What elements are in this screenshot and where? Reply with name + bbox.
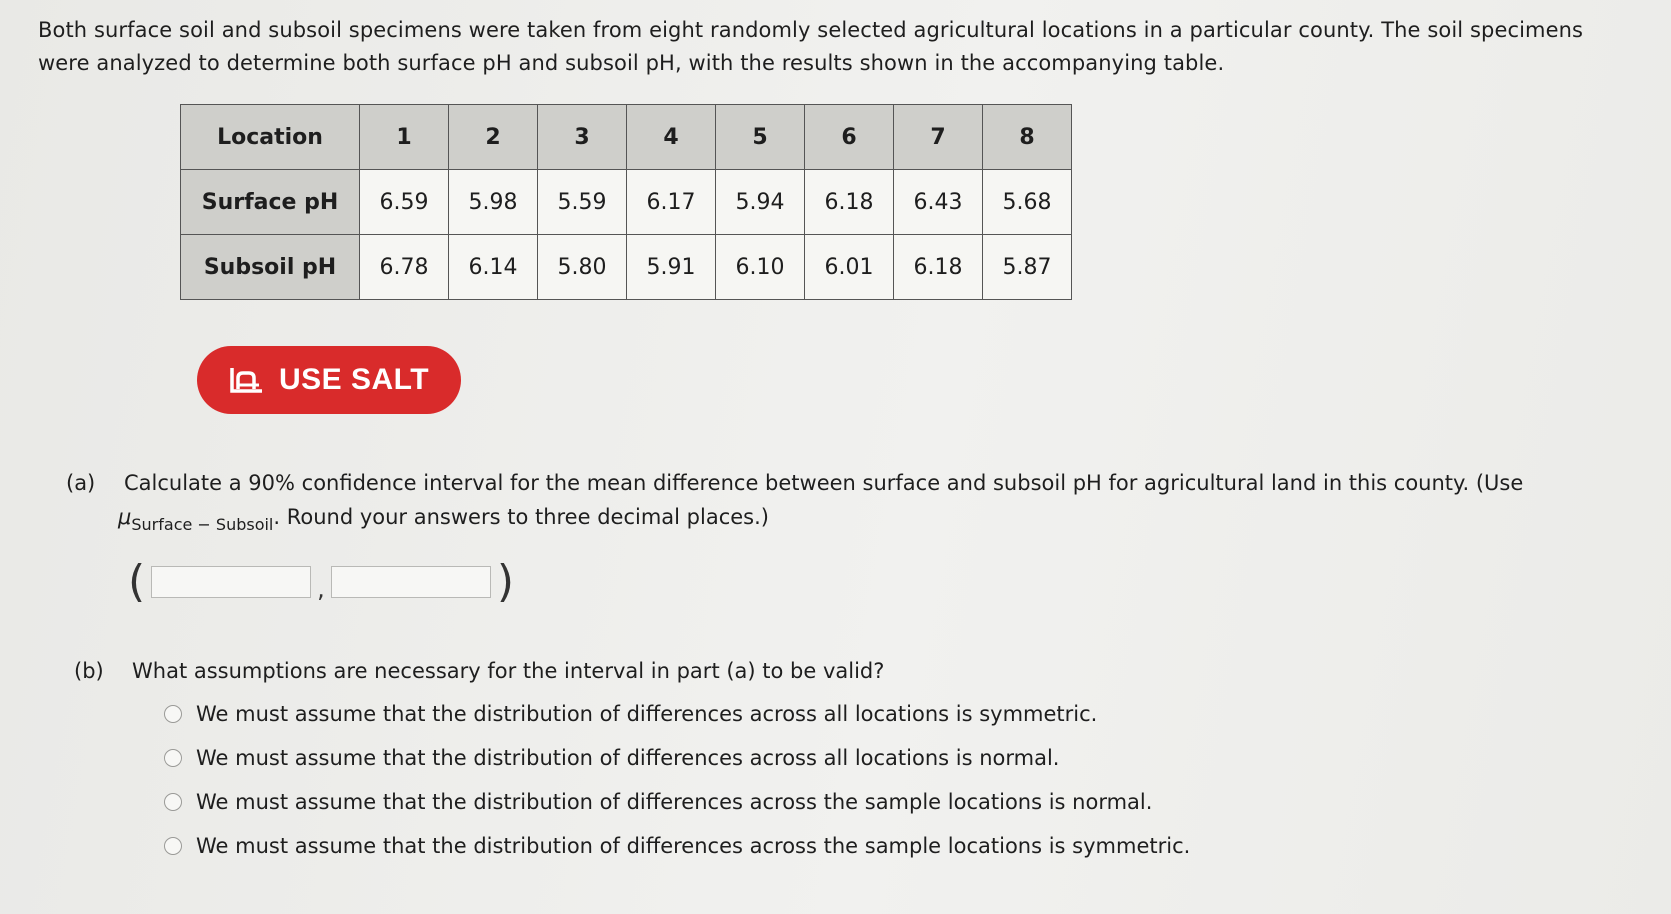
option-label: We must assume that the distribution of differences across all locations is symmetric.	[196, 702, 1098, 726]
part-a-text2: . Round your answers to three decimal places.)	[273, 505, 769, 529]
header-location: Location	[181, 105, 360, 170]
table-cell: 5.98	[449, 170, 538, 235]
interval-upper-input[interactable]	[331, 566, 491, 598]
radio-button[interactable]	[164, 749, 182, 767]
table-cell: 5.80	[538, 235, 627, 300]
salt-chart-icon	[229, 365, 265, 395]
interval-lower-input[interactable]	[151, 566, 311, 598]
radio-button[interactable]	[164, 837, 182, 855]
mu-subscript: Surface − Subsoil	[131, 515, 274, 534]
header-col: 7	[894, 105, 983, 170]
table-cell: 6.14	[449, 235, 538, 300]
problem-intro: Both surface soil and subsoil specimens were taken from eight randomly selected agricultural locations in a particular county. The soil specimens were analyzed to determine both surface pH and subsoil pH, with the results shown in the accompanying table.	[38, 18, 1584, 75]
option-all-normal[interactable]	[164, 736, 1190, 780]
table-cell: 5.94	[716, 170, 805, 235]
table-cell: 6.59	[360, 170, 449, 235]
part-b-text: What assumptions are necessary for the interval in part (a) to be valid?	[132, 659, 885, 683]
use-salt-label: USE SALT	[278, 363, 430, 396]
table-cell: 6.18	[894, 235, 983, 300]
row-label-subsoil: Subsoil pH	[181, 235, 360, 300]
part-b-question	[74, 654, 884, 688]
table-cell: 6.10	[716, 235, 805, 300]
table-cell: 5.68	[983, 170, 1072, 235]
header-col: 1	[360, 105, 449, 170]
header-col: 6	[805, 105, 894, 170]
header-col: 2	[449, 105, 538, 170]
use-salt-button[interactable]	[197, 346, 461, 414]
confidence-interval-inputs	[128, 556, 514, 607]
part-b-tag: (b)	[74, 659, 104, 683]
table-cell: 6.78	[360, 235, 449, 300]
assumption-options	[164, 692, 1190, 868]
row-label-surface: Surface pH	[181, 170, 360, 235]
table-cell: 6.43	[894, 170, 983, 235]
option-sample-normal[interactable]	[164, 780, 1190, 824]
table-cell: 5.59	[538, 170, 627, 235]
header-col: 4	[627, 105, 716, 170]
table-cell: 6.01	[805, 235, 894, 300]
radio-button[interactable]	[164, 793, 182, 811]
part-a-text: Calculate a 90% confidence interval for the mean difference between surface and subsoil pH for agricultural land in this county. (Use	[124, 471, 1524, 495]
open-paren: (	[128, 556, 146, 607]
part-a-tag: (a)	[66, 471, 96, 495]
table-cell: 5.91	[627, 235, 716, 300]
table-header-row	[181, 105, 1072, 170]
option-sample-symmetric[interactable]	[164, 824, 1190, 868]
radio-button[interactable]	[164, 705, 182, 723]
mu-symbol: μ	[118, 505, 132, 529]
table-row	[181, 235, 1072, 300]
option-label: We must assume that the distribution of differences across the sample locations is symmetric.	[196, 834, 1191, 858]
part-a-question	[66, 466, 1656, 536]
table-cell: 6.17	[627, 170, 716, 235]
header-col: 8	[983, 105, 1072, 170]
table-row	[181, 170, 1072, 235]
ph-data-table	[180, 104, 1072, 300]
header-col: 3	[538, 105, 627, 170]
option-all-symmetric[interactable]	[164, 692, 1190, 736]
option-label: We must assume that the distribution of differences across the sample locations is normal.	[196, 790, 1153, 814]
interval-comma: ,	[317, 574, 325, 603]
table-cell: 6.18	[805, 170, 894, 235]
option-label: We must assume that the distribution of differences across all locations is normal.	[196, 746, 1060, 770]
header-col: 5	[716, 105, 805, 170]
close-paren: )	[496, 556, 514, 607]
table-cell: 5.87	[983, 235, 1072, 300]
